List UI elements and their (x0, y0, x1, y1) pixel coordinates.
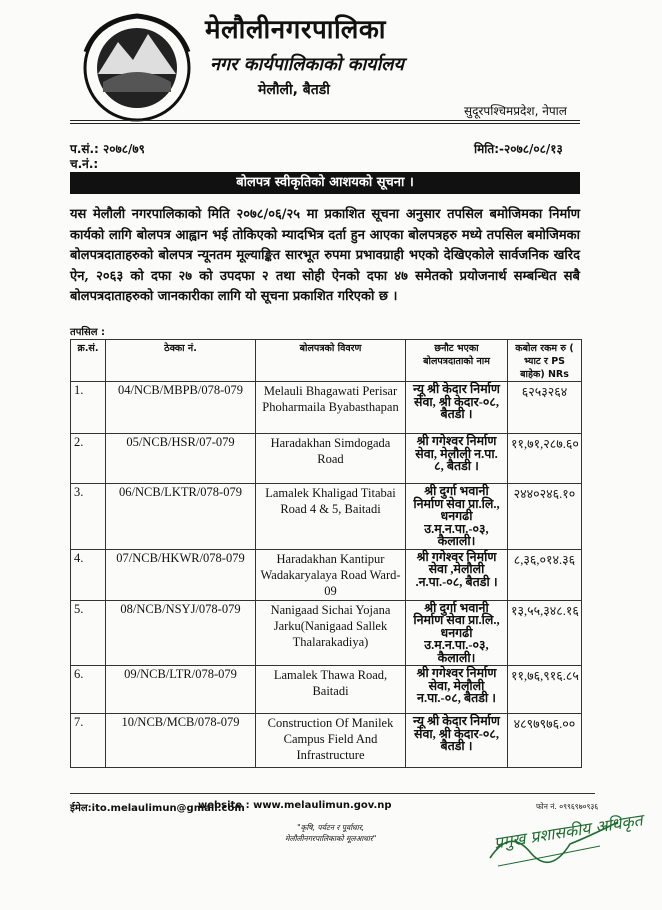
col-header-sn: क्र.सं. (71, 340, 106, 382)
col-header-package: ठेक्का नं. (106, 340, 256, 382)
row-amount: ११,७१,२८७.६० (508, 434, 582, 484)
row-sn: 3. (71, 484, 106, 550)
office-address: मेलौली, बैतडी (258, 82, 330, 98)
row-sn: 1. (71, 382, 106, 434)
province-label: सुदूरपश्चिमप्रदेश, नेपाल (464, 104, 567, 118)
col-header-description: बोलपत्रको विवरण (256, 340, 406, 382)
table-row (71, 549, 582, 600)
row-contractor: न्यू श्री केदार निर्माण सेवा, श्री केदार-०८, बैतडी । (406, 714, 508, 768)
row-description: Lamalek Khaligad Titabai Road 4 & 5, Baitadi (256, 484, 406, 550)
table-row (71, 484, 582, 550)
footer-slogan (285, 822, 376, 844)
row-package: 04/NCB/MBPB/078-079 (106, 382, 256, 434)
row-description: Melauli Bhagawati Perisar Phoharmaila Byabasthapan (256, 382, 406, 434)
row-package: 08/NCB/NSYJ/078-079 (106, 600, 256, 666)
footer-divider (70, 793, 595, 794)
table-row (71, 714, 582, 768)
row-package: 05/NCB/HSR/07-079 (106, 434, 256, 484)
row-sn: 4. (71, 549, 106, 600)
row-amount: ११,७६,९१६.८५ (508, 666, 582, 714)
slogan-line: "कृषि, पर्यटन र पूर्वाधार, (297, 823, 365, 832)
row-contractor: श्री गगेश्वर निर्माण सेवा, मेलौली न.पा. ८, बैतडी । (406, 434, 508, 484)
header-divider (70, 120, 580, 121)
row-contractor: श्री दुर्गा भवानी निर्माण सेवा प्रा.लि., धनगढी उ.म.न.पा.-०३, कैलाली। (406, 484, 508, 550)
award-table (70, 339, 582, 768)
header-divider-secondary (70, 123, 580, 124)
row-amount: ४८९७९७६.०० (508, 714, 582, 768)
municipality-emblem (78, 12, 196, 124)
row-contractor: श्री गगेश्वर निर्माण सेवा, मेलौली न.पा.-०८, बैतडी । (406, 666, 508, 714)
row-description: Nanigaad Sichai Yojana Jarku(Nanigaad Sallek Thalarakadiya) (256, 600, 406, 666)
row-description: Construction Of Manilek Campus Field And Infrastructure (256, 714, 406, 768)
table-header-row (71, 340, 582, 382)
row-package: 09/NCB/LTR/078-079 (106, 666, 256, 714)
row-sn: 2. (71, 434, 106, 484)
table-row (71, 666, 582, 714)
row-contractor: श्री दुर्गा भवानी निर्माण सेवा प्रा.लि., धनगढी उ.म.न.पा.-०३, कैलाली। (406, 600, 508, 666)
row-sn: 6. (71, 666, 106, 714)
office-name: नगर कार्यपालिकाको कार्यालय (210, 54, 404, 75)
notice-body: यस मेलौली नगरपालिकाको मिति २०७८/०६/२५ मा प्रकाशित सूचना अनुसार तपसिल बमोजिमका निर्माण कार्यको लागि बोलपत्र आह्वान भई तोकिएको म्यादभित्र दर्ता हुन आएका बोलपत्रहरु मध्ये तपसिल बमोजिमका बोलपत्रदाताहरुको बोलपत्र न्यूनतम मूल्याङ्कित सारभूत रुपमा प्रभावग्राही भएको देखिएकोले सार्वजनिक खरिद ऐन, २०६३ को दफा २७ को उपदफा २ तथा सोही ऐनको दफा ४७ समेतको प्रयोजनार्थ सम्बन्धित सबै बोलपत्रदाताहरुको जानकारीका लागि यो सूचना प्रकाशित गरिएको छ । (70, 207, 580, 304)
dispatch-number: च.नं.: (70, 157, 99, 171)
org-name: मेलौलीनगरपालिका (205, 15, 387, 45)
footer-website: website : www.melaulimun.gov.np (198, 800, 392, 811)
col-header-amount: कबोल रकम रु ( भ्याट र PS बाहेक) NRs (508, 340, 582, 382)
row-package: 07/NCB/HKWR/078-079 (106, 549, 256, 600)
notice-date: मिति:-२०७८/०८/१३ (474, 142, 563, 156)
row-sn: 5. (71, 600, 106, 666)
row-description: Haradakhan Kantipur Wadakaryalaya Road Ward-09 (256, 549, 406, 600)
footer-phone: फोन नं. ०९९६९७०९३६ (536, 802, 599, 811)
reference-number: प.सं.: २०७८/७९ (70, 142, 145, 156)
row-package: 06/NCB/LKTR/078-079 (106, 484, 256, 550)
row-package: 10/NCB/MCB/078-079 (106, 714, 256, 768)
row-amount: १३,५५,३४८.१६ (508, 600, 582, 666)
col-header-contractor: छनौट भएका बोलपत्रदाताको नाम (406, 340, 508, 382)
row-description: Haradakhan Simdogada Road (256, 434, 406, 484)
row-amount: ६२५३२६४ (508, 382, 582, 434)
schedule-label: तपसिल : (70, 327, 105, 338)
table-row (71, 434, 582, 484)
row-sn: 7. (71, 714, 106, 768)
table-row (71, 600, 582, 666)
notice-title: बोलपत्र स्वीकृतिको आशयको सूचना । (70, 172, 580, 194)
row-amount: २४४०२४६.१० (508, 484, 582, 550)
row-contractor: न्यू श्री केदार निर्माण सेवा, श्री केदार-०८, बैतडी । (406, 382, 508, 434)
footer-email: ईमेल:ito.melaulimun@gmail.com (70, 803, 245, 814)
signatory-title: प्रमुख प्रशासकीय अधिकृत (492, 810, 644, 853)
slogan-line: मेलौलीनगरपालिकाको मूलआधार" (285, 834, 377, 843)
row-description: Lamalek Thawa Road, Baitadi (256, 666, 406, 714)
row-amount: ८,३६,०१४.३६ (508, 549, 582, 600)
row-contractor: श्री गगेश्वर निर्माण सेवा ,मेलौली .न.पा.-०८, बैतडी । (406, 549, 508, 600)
table-row (71, 382, 582, 434)
